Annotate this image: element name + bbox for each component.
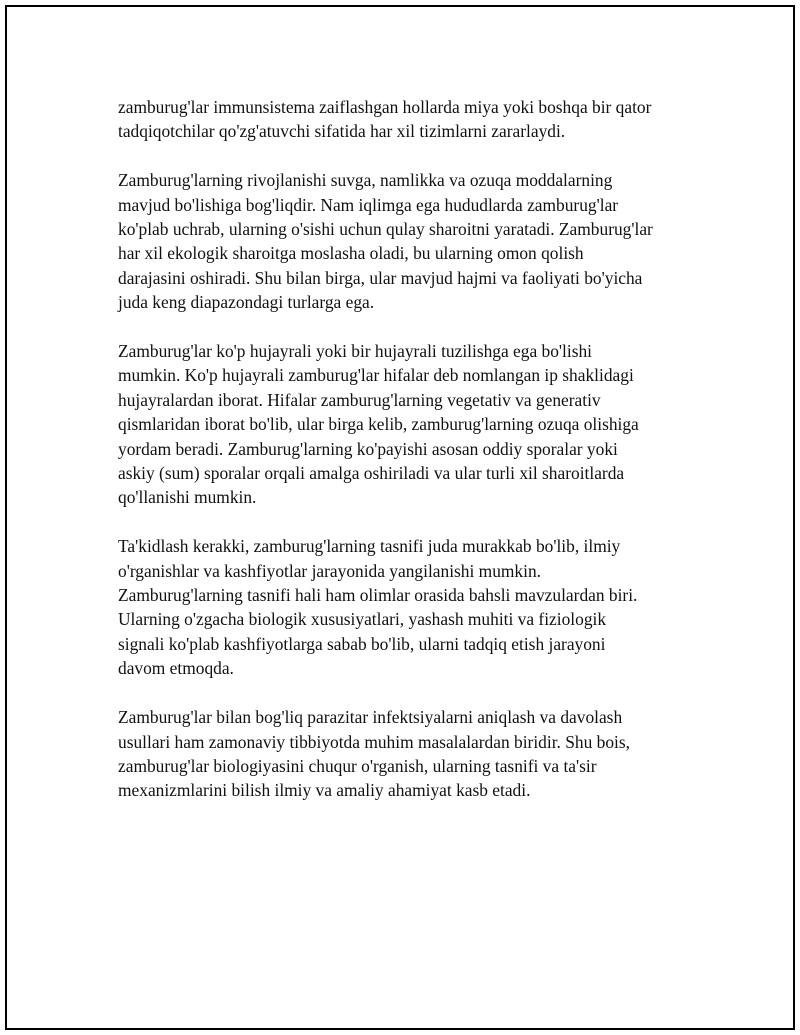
text-line: Zamburug'larning rivojlanishi suvga, namlikka va ozuqa moddalarning (118, 170, 613, 191)
text-line: mavjud bo'lishiga bog'liqdir. Nam iqlimga ega hududlarda zamburug'lar (118, 194, 619, 215)
text-line: tadqiqotchilar qo'zg'atuvchi sifatida har xil tizimlarni zararlaydi. (118, 121, 566, 142)
text-line: signali ko'plab kashfiyotlarga sabab bo'lib, ularni tadqiq etish jarayoni (118, 633, 606, 654)
paragraph-2 (118, 168, 698, 314)
text-line: zamburug'lar biologiyasini chuqur o'rganish, ularning tasnifi va ta'sir (118, 755, 597, 776)
text-line: darajasini oshiradi. Shu bilan birga, ular mavjud hajmi va faoliyati bo'yicha (118, 267, 643, 288)
text-line: qismlaridan iborat bo'lib, ular birga kelib, zamburug'larning ozuqa olishiga (118, 414, 639, 435)
text-line: qo'llanishi mumkin. (118, 487, 257, 508)
paragraph-4 (118, 534, 698, 680)
text-line: Zamburug'lar bilan bog'liq parazitar infektsiyalarni aniqlash va davolash (118, 707, 623, 728)
text-line: Ularning o'zgacha biologik xususiyatlari, yashash muhiti va fiziologik (118, 609, 607, 630)
text-line: Zamburug'larning tasnifi hali ham olimlar orasida bahsli mavzulardan biri. (118, 585, 638, 606)
document-body (118, 95, 698, 827)
text-line: askiy (sum) sporalar orqali amalga oshiriladi va ular turli xil sharoitlarda (118, 463, 625, 484)
paragraph-5 (118, 705, 698, 803)
text-line: juda keng diapazondagi turlarga ega. (118, 292, 375, 313)
text-line: har xil ekologik sharoitga moslasha oladi, bu ularning omon qolish (118, 243, 584, 264)
paragraph-1 (118, 95, 698, 144)
text-line: usullari ham zamonaviy tibbiyotda muhim masalalardan biridir. Shu bois, (118, 731, 630, 752)
text-line: yordam beradi. Zamburug'larning ko'payishi asosan oddiy sporalar yoki (118, 438, 618, 459)
text-line: Zamburug'lar ko'p hujayrali yoki bir hujayrali tuzilishga ega bo'lishi (118, 341, 593, 362)
document-page (5, 5, 795, 1030)
text-line: zamburug'lar immunsistema zaiflashgan hollarda miya yoki boshqa bir qator (118, 97, 652, 117)
text-line: Ta'kidlash kerakki, zamburug'larning tasnifi juda murakkab bo'lib, ilmiy (118, 536, 621, 557)
text-line: mexanizmlarini bilish ilmiy va amaliy ahamiyat kasb etadi. (118, 780, 531, 801)
text-line: mumkin. Ko'p hujayrali zamburug'lar hifalar deb nomlangan ip shaklidagi (118, 365, 634, 386)
text-line: davom etmoqda. (118, 658, 234, 679)
text-line: o'rganishlar va kashfiyotlar jarayonida yangilanishi mumkin. (118, 560, 541, 581)
text-line: hujayralardan iborat. Hifalar zamburug'larning vegetativ va generativ (118, 389, 601, 410)
text-line: ko'plab uchrab, ularning o'sishi uchun qulay sharoitni yaratadi. Zamburug'lar (118, 219, 653, 240)
paragraph-3 (118, 339, 698, 510)
